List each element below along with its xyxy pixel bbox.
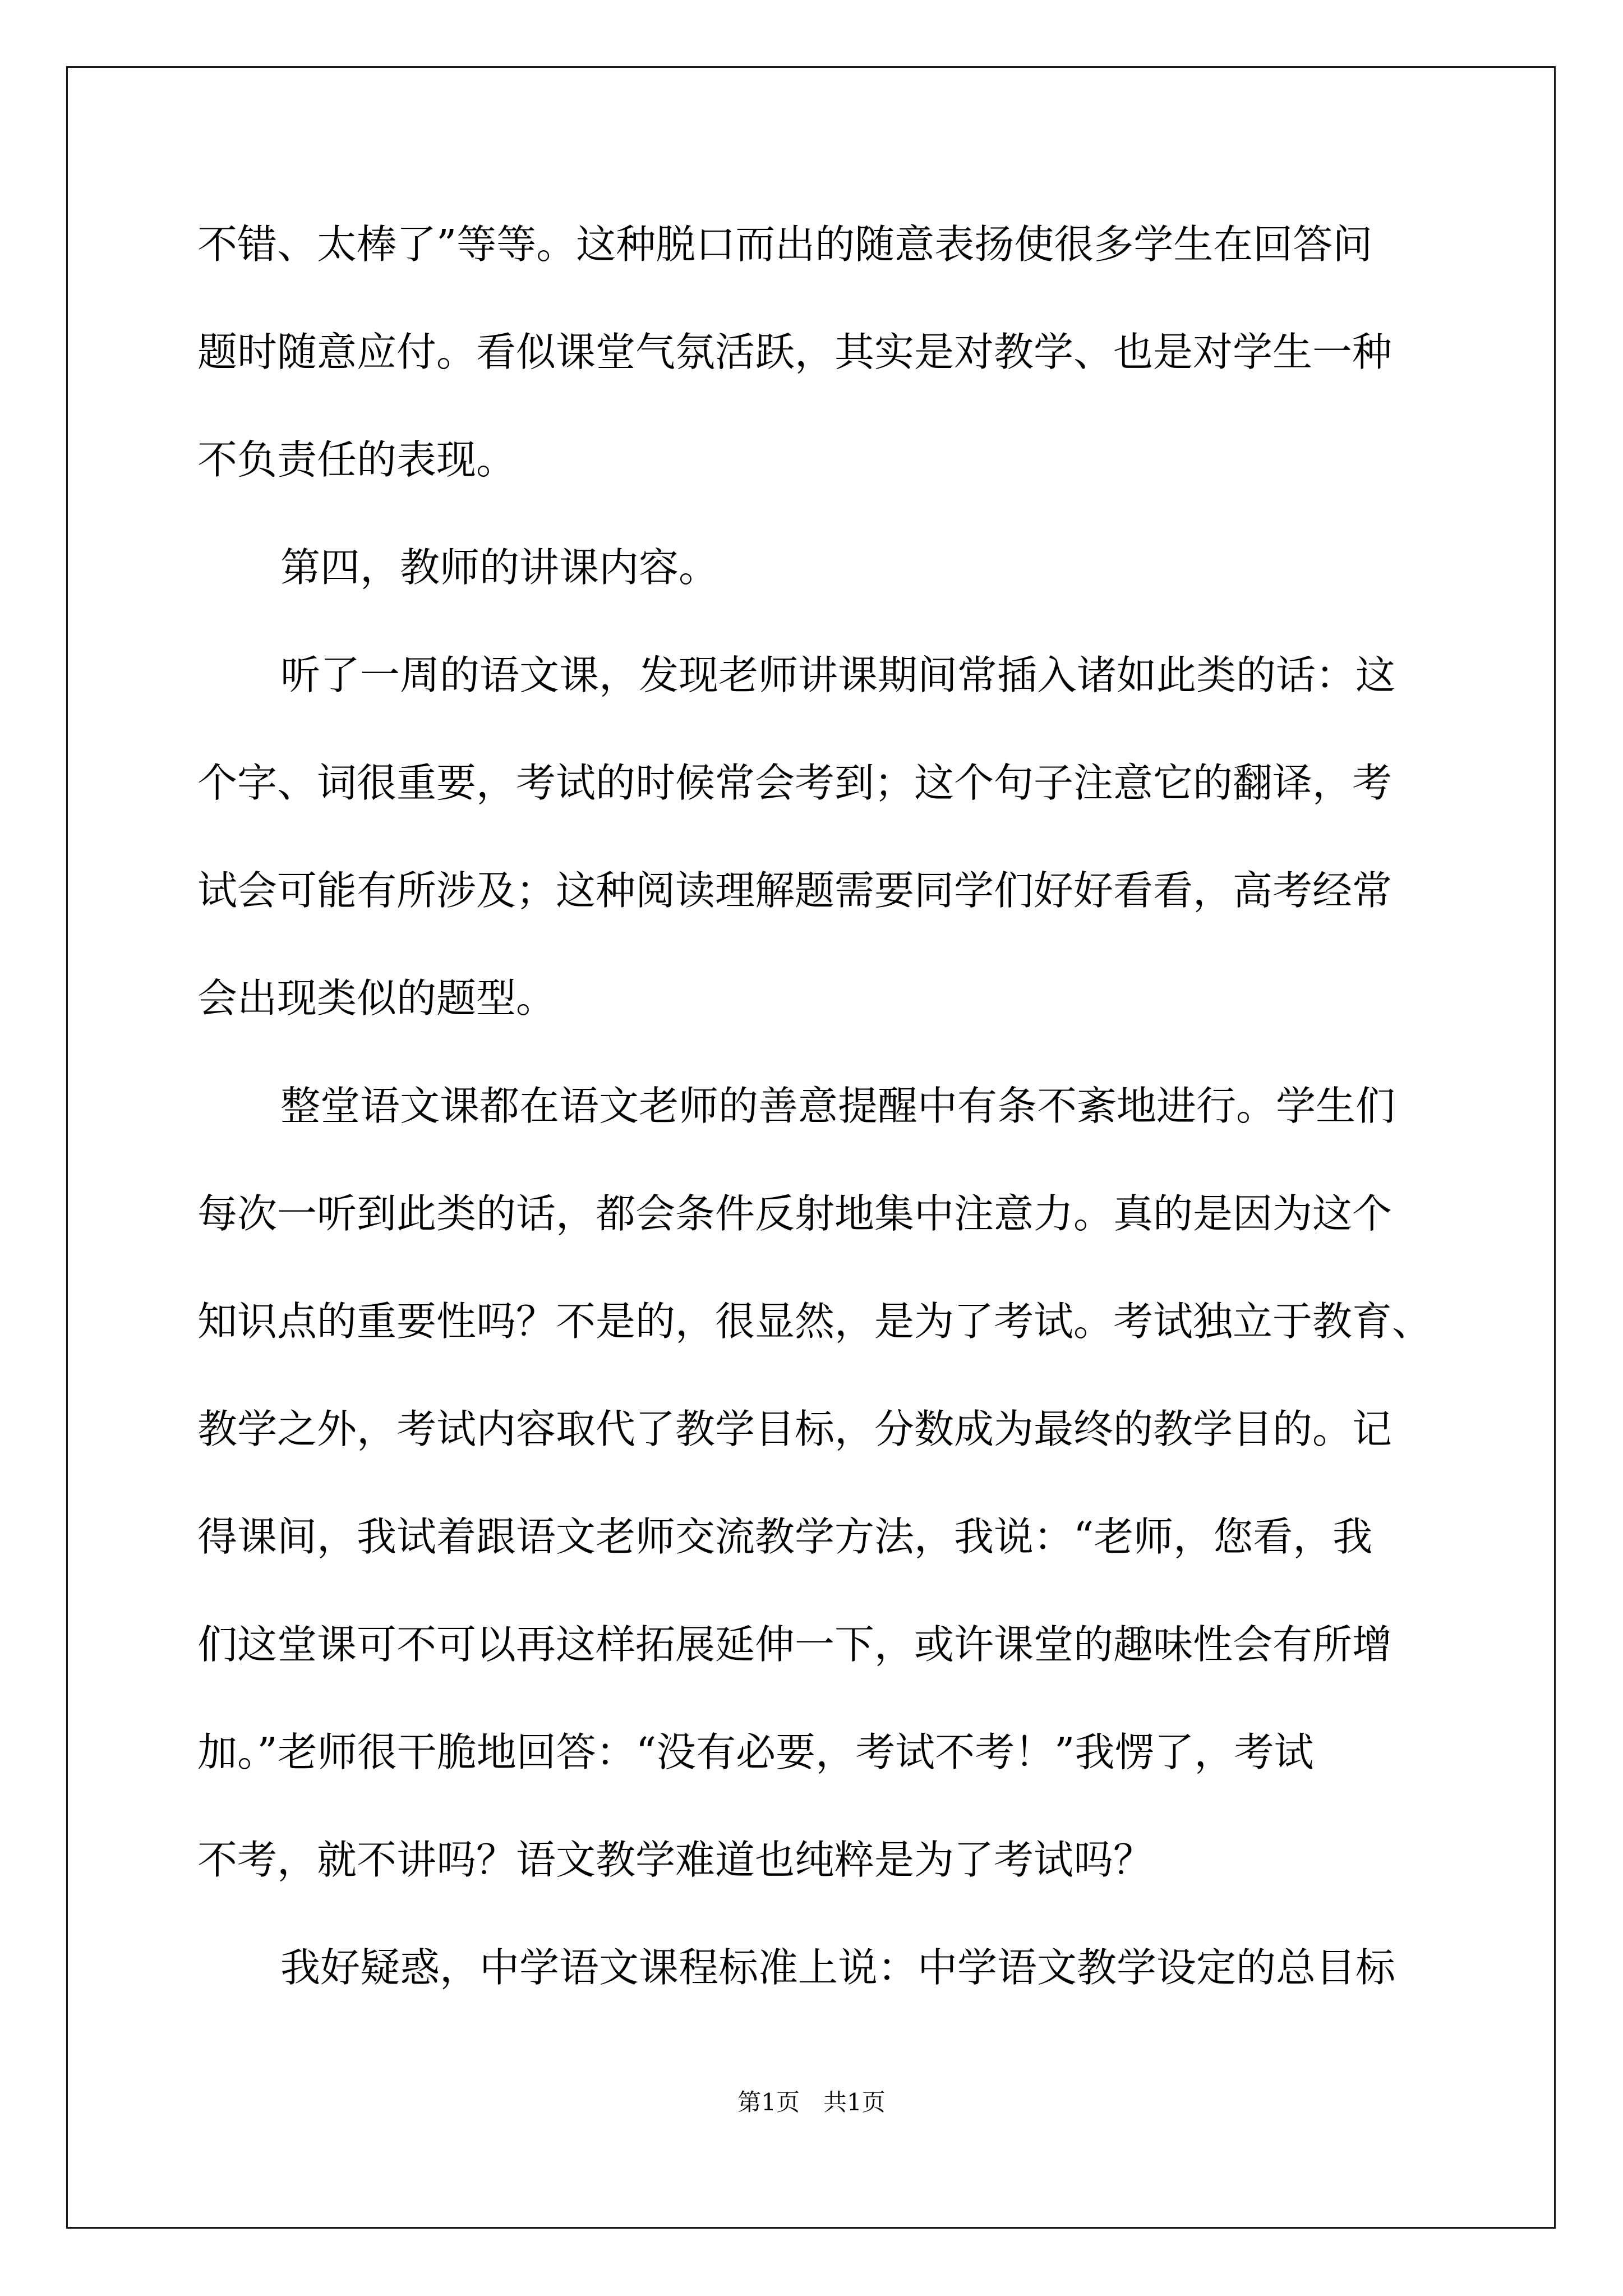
text-line-7: 试会可能有所涉及；这种阅读理解题需要同学们好好看看，高考经常 bbox=[197, 867, 1393, 914]
page-number-footer: 第1页 共1页 bbox=[737, 2088, 886, 2116]
text-line-11: 知识点的重要性吗？不是的，很显然，是为了考试。考试独立于教育、 bbox=[197, 1298, 1432, 1345]
text-line-2: 题时随意应付。看似课堂气氛活跃，其实是对教学、也是对学生一种 bbox=[197, 329, 1393, 375]
text-line-17: 我好疑惑，中学语文课程标准上说：中学语文教学设定的总目标 bbox=[280, 1944, 1396, 1991]
text-line-14: 们这堂课可不可以再这样拓展延伸一下，或许课堂的趣味性会有所增 bbox=[197, 1621, 1393, 1668]
text-line-12: 教学之外，考试内容取代了教学目标，分数成为最终的教学目的。记 bbox=[197, 1406, 1393, 1452]
text-line-1: 不错、太棒了”等等。这种脱口而出的随意表扬使很多学生在回答问 bbox=[197, 221, 1373, 268]
text-line-3: 不负责任的表现。 bbox=[197, 436, 517, 483]
text-line-15: 加。”老师很干脆地回答：“没有必要，考试不考！”我愣了，考试 bbox=[197, 1729, 1314, 1775]
text-line-8: 会出现类似的题型。 bbox=[197, 975, 556, 1022]
section-heading: 第四，教师的讲课内容。 bbox=[280, 544, 719, 591]
text-line-13: 得课间，我试着跟语文老师交流教学方法，我说：“老师，您看，我 bbox=[197, 1513, 1373, 1560]
text-line-16: 不考，就不讲吗？语文教学难道也纯粹是为了考试吗？ bbox=[197, 1837, 1154, 1883]
page-border bbox=[66, 66, 1556, 2229]
text-line-6: 个字、词很重要，考试的时候常会考到；这个句子注意它的翻译，考 bbox=[197, 760, 1393, 806]
text-line-10: 每次一听到此类的话，都会条件反射地集中注意力。真的是因为这个 bbox=[197, 1190, 1393, 1237]
text-line-5: 听了一周的语文课，发现老师讲课期间常插入诸如此类的话：这 bbox=[280, 652, 1396, 698]
text-line-9: 整堂语文课都在语文老师的善意提醒中有条不紊地进行。学生们 bbox=[280, 1083, 1396, 1129]
